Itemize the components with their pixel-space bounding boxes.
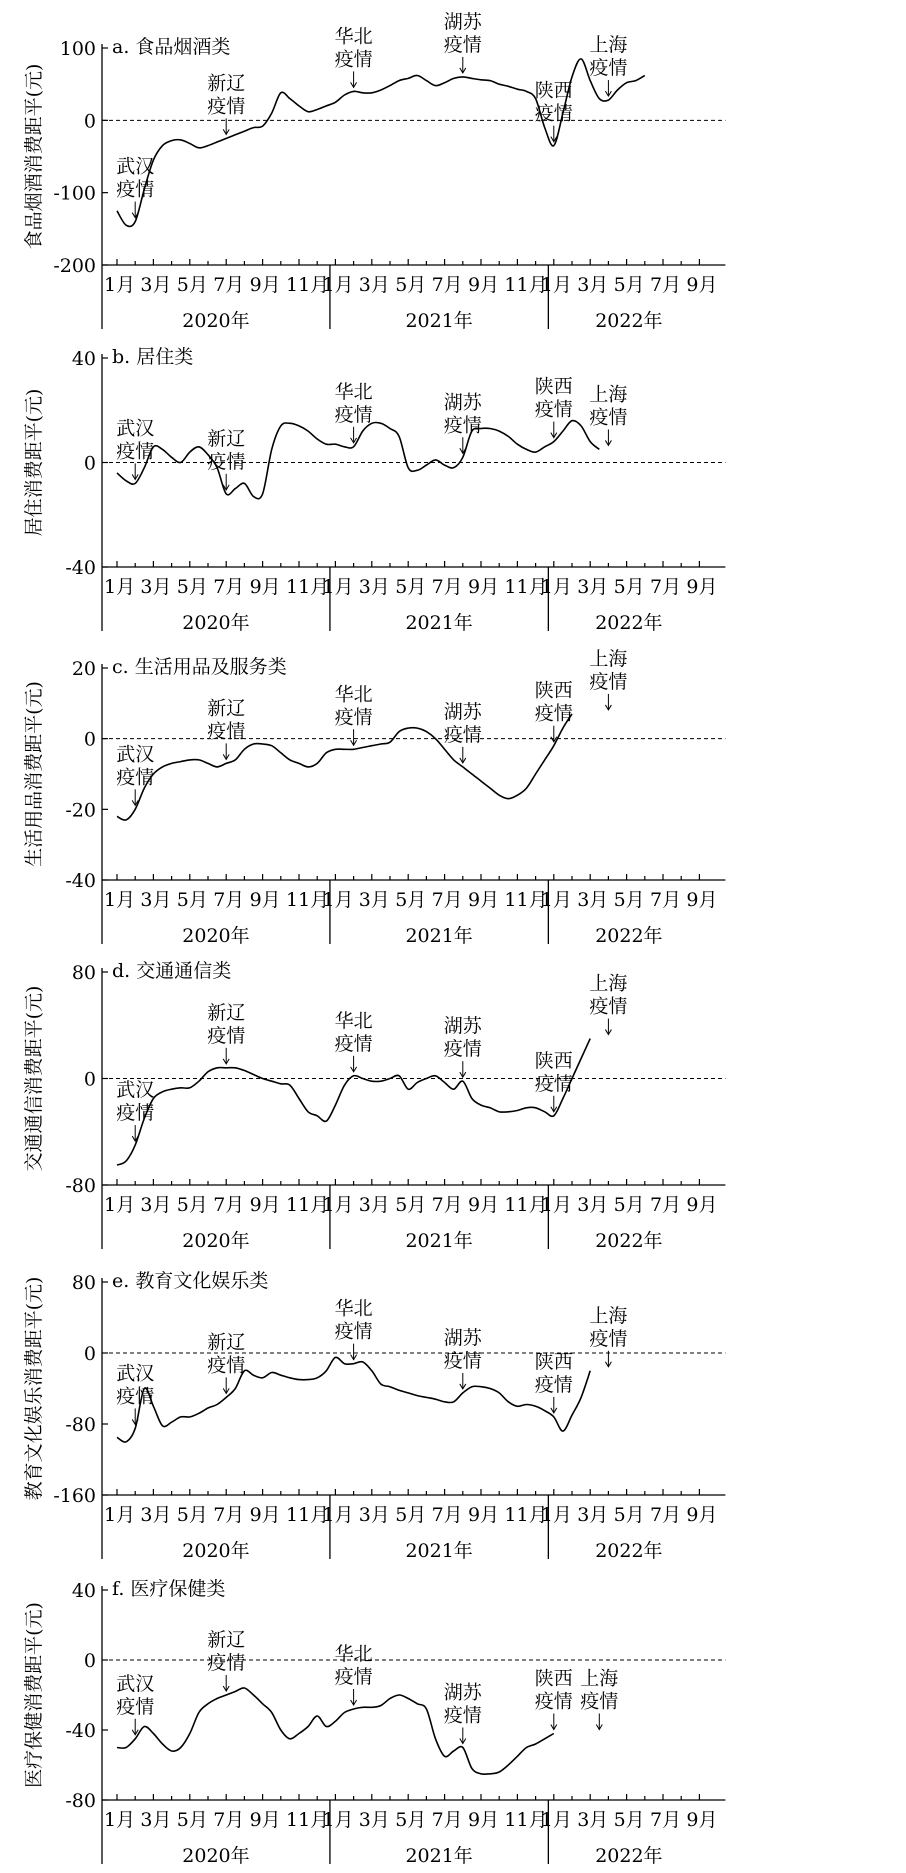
year-label: 2022年 — [595, 612, 663, 634]
y-tick-label: 0 — [83, 452, 96, 475]
x-tick-label: 7月 — [431, 274, 463, 296]
x-tick-label: 9月 — [686, 889, 718, 911]
annotation-line-2: 疫情 — [116, 1695, 155, 1718]
annotation-line-2: 疫情 — [443, 1038, 482, 1061]
annotation-line-1: 新辽 — [207, 427, 246, 450]
annotation-line-1: 新辽 — [207, 72, 246, 95]
x-tick-label: 3月 — [358, 1809, 390, 1831]
annotation-line-2: 疫情 — [116, 1385, 155, 1408]
annotation-line-1: 新辽 — [207, 1001, 246, 1024]
y-tick-label: -160 — [53, 1485, 96, 1507]
annotation-line-1: 陕西 — [534, 79, 573, 102]
x-tick-label: 7月 — [431, 1194, 463, 1216]
x-tick-label: 1月 — [322, 1809, 354, 1831]
year-label: 2022年 — [595, 1230, 663, 1252]
y-tick-label: -40 — [65, 870, 96, 892]
x-tick-label: 3月 — [140, 889, 172, 911]
event-annotation — [116, 1079, 154, 1141]
x-tick-label: 5月 — [613, 274, 645, 296]
panel-title: c. 生活用品及服务类 — [112, 656, 287, 678]
x-tick-label: 11月 — [286, 1809, 330, 1831]
y-tick-label: -40 — [65, 1720, 96, 1742]
event-annotation — [207, 697, 245, 759]
year-label: 2022年 — [595, 310, 663, 332]
x-tick-label: 7月 — [213, 1809, 245, 1831]
event-annotation — [207, 1002, 245, 1064]
x-tick-label: 1月 — [322, 1194, 354, 1216]
event-annotation — [335, 1298, 373, 1360]
annotation-line-1: 武汉 — [116, 155, 155, 178]
x-tick-label: 5月 — [176, 1504, 208, 1526]
annotation-line-2: 疫情 — [334, 403, 373, 426]
x-tick-label: 5月 — [395, 1809, 427, 1831]
year-label: 2021年 — [405, 1230, 473, 1252]
event-annotation — [207, 1629, 245, 1691]
annotation-line-1: 上海 — [589, 972, 628, 995]
event-annotation — [535, 1668, 573, 1730]
x-tick-label: 11月 — [504, 1194, 548, 1216]
x-tick-label: 11月 — [504, 274, 548, 296]
event-annotation — [116, 743, 154, 805]
annotation-line-2: 疫情 — [334, 1320, 373, 1343]
annotation-line-1: 武汉 — [116, 743, 155, 766]
x-tick-label: 1月 — [104, 1194, 136, 1216]
annotation-line-2: 疫情 — [207, 450, 246, 473]
y-tick-label: 0 — [83, 110, 96, 133]
event-annotation — [535, 376, 573, 438]
annotation-line-2: 疫情 — [534, 702, 573, 725]
annotation-line-2: 疫情 — [443, 414, 482, 437]
annotation-line-1: 武汉 — [116, 1362, 155, 1385]
annotation-line-2: 疫情 — [589, 1327, 628, 1350]
y-tick-label: -20 — [65, 799, 96, 822]
x-tick-label: 7月 — [431, 1504, 463, 1526]
y-tick-label: 20 — [71, 658, 96, 680]
year-label: 2022年 — [595, 925, 663, 947]
x-tick-label: 3月 — [577, 274, 609, 296]
y-tick-label: 80 — [71, 1272, 96, 1294]
event-annotation — [335, 1010, 373, 1072]
y-tick-label: 40 — [71, 348, 96, 370]
year-label: 2021年 — [405, 1540, 473, 1562]
annotation-line-2: 疫情 — [534, 1072, 573, 1095]
x-tick-label: 11月 — [286, 1504, 330, 1526]
y-tick-label: -100 — [53, 182, 96, 205]
annotation-line-1: 新辽 — [207, 1629, 246, 1651]
x-tick-label: 5月 — [395, 889, 427, 911]
chart-panel-b — [23, 346, 725, 634]
chart-panel-e — [23, 1270, 725, 1562]
x-tick-label: 5月 — [176, 1194, 208, 1216]
annotation-line-2: 疫情 — [334, 706, 373, 729]
annotation-line-2: 疫情 — [589, 670, 628, 693]
x-tick-label: 7月 — [213, 1504, 245, 1526]
event-annotation — [444, 391, 483, 453]
annotation-line-2: 疫情 — [534, 1373, 573, 1396]
x-tick-label: 7月 — [213, 1194, 245, 1216]
x-tick-label: 1月 — [540, 889, 572, 911]
annotation-line-2: 疫情 — [207, 95, 246, 118]
annotation-line-1: 陕西 — [534, 1350, 573, 1373]
x-tick-label: 11月 — [286, 889, 330, 911]
annotation-line-1: 武汉 — [116, 1079, 155, 1102]
annotation-line-1: 武汉 — [116, 1672, 155, 1695]
panel-title: b. 居住类 — [112, 346, 194, 368]
x-tick-label: 3月 — [577, 889, 609, 911]
x-tick-label: 1月 — [540, 274, 572, 296]
annotation-line-2: 疫情 — [334, 48, 373, 71]
x-tick-label: 9月 — [468, 1504, 500, 1526]
annotation-line-2: 疫情 — [116, 766, 155, 789]
x-tick-label: 11月 — [504, 1504, 548, 1526]
x-tick-label: 5月 — [613, 576, 645, 598]
panel-title: d. 交通通信类 — [112, 960, 232, 982]
panel-title: f. 医疗保健类 — [112, 1578, 226, 1600]
event-annotation — [116, 1673, 154, 1735]
x-tick-label: 7月 — [431, 1809, 463, 1831]
annotation-line-1: 上海 — [589, 383, 628, 406]
x-tick-label: 3月 — [358, 889, 390, 911]
x-tick-label: 1月 — [322, 274, 354, 296]
event-annotation — [589, 383, 627, 445]
event-annotation — [444, 1015, 483, 1077]
y-tick-label: 0 — [83, 1650, 96, 1672]
annotation-line-1: 武汉 — [116, 417, 155, 440]
event-annotation — [335, 1643, 373, 1705]
y-axis-label: 生活用品消费距平(元) — [23, 681, 45, 867]
x-tick-label: 3月 — [577, 1809, 609, 1831]
x-tick-label: 7月 — [650, 1809, 682, 1831]
x-tick-label: 9月 — [686, 576, 718, 598]
x-tick-label: 5月 — [395, 576, 427, 598]
event-annotation — [207, 428, 245, 490]
x-tick-label: 7月 — [431, 889, 463, 911]
year-label: 2020年 — [182, 612, 250, 634]
annotation-line-2: 疫情 — [589, 406, 628, 429]
x-tick-label: 11月 — [286, 274, 330, 296]
event-annotation — [444, 1327, 483, 1389]
x-tick-label: 1月 — [322, 889, 354, 911]
chart-panel-c — [23, 648, 725, 947]
annotation-line-2: 疫情 — [116, 1102, 155, 1125]
x-tick-label: 9月 — [249, 1504, 281, 1526]
y-tick-label: 0 — [83, 728, 96, 751]
chart-panel-a — [23, 11, 725, 332]
x-tick-label: 5月 — [176, 274, 208, 296]
annotation-line-1: 湖苏 — [443, 700, 482, 723]
x-tick-label: 11月 — [286, 576, 330, 598]
event-annotation — [116, 1362, 154, 1424]
annotation-line-1: 上海 — [589, 34, 628, 57]
x-tick-label: 1月 — [540, 1504, 572, 1526]
series-line — [117, 421, 599, 499]
x-tick-label: 3月 — [140, 274, 172, 296]
annotation-line-1: 陕西 — [534, 1049, 573, 1072]
x-tick-label: 3月 — [577, 1504, 609, 1526]
annotation-line-2: 疫情 — [443, 33, 482, 56]
x-tick-label: 1月 — [104, 1809, 136, 1831]
chart-panel-d — [23, 960, 725, 1252]
event-annotation — [335, 683, 373, 745]
chart-panel-f — [23, 1578, 725, 1867]
x-tick-label: 9月 — [468, 889, 500, 911]
y-tick-label: 0 — [83, 1343, 96, 1365]
series-line — [117, 1357, 590, 1442]
event-annotation — [535, 1351, 573, 1413]
x-tick-label: 9月 — [468, 576, 500, 598]
year-label: 2020年 — [182, 1540, 250, 1562]
x-tick-label: 7月 — [431, 576, 463, 598]
annotation-line-2: 疫情 — [116, 440, 155, 463]
x-tick-label: 7月 — [213, 889, 245, 911]
x-tick-label: 9月 — [249, 1194, 281, 1216]
x-tick-label: 11月 — [504, 889, 548, 911]
event-annotation — [207, 1331, 245, 1393]
x-tick-label: 9月 — [468, 1194, 500, 1216]
annotation-line-1: 华北 — [334, 1297, 373, 1320]
x-tick-label: 5月 — [176, 576, 208, 598]
event-annotation — [207, 72, 245, 134]
annotation-line-2: 疫情 — [207, 1354, 246, 1377]
annotation-line-2: 疫情 — [589, 57, 628, 80]
x-tick-label: 3月 — [577, 576, 609, 598]
x-tick-label: 9月 — [686, 274, 718, 296]
x-tick-label: 5月 — [613, 889, 645, 911]
x-tick-label: 5月 — [395, 1504, 427, 1526]
year-label: 2022年 — [595, 1540, 663, 1562]
panel-title: a. 食品烟酒类 — [112, 36, 231, 58]
x-tick-label: 1月 — [540, 1194, 572, 1216]
year-label: 2022年 — [595, 1845, 663, 1867]
year-label: 2020年 — [182, 1230, 250, 1252]
x-tick-label: 9月 — [249, 274, 281, 296]
x-tick-label: 1月 — [540, 576, 572, 598]
x-tick-label: 3月 — [140, 1194, 172, 1216]
x-tick-label: 3月 — [140, 1504, 172, 1526]
x-tick-label: 1月 — [104, 274, 136, 296]
x-tick-label: 1月 — [104, 889, 136, 911]
x-tick-label: 11月 — [286, 1194, 330, 1216]
annotation-line-1: 湖苏 — [443, 10, 482, 33]
y-tick-label: -80 — [65, 1414, 96, 1436]
event-annotation — [335, 25, 373, 87]
event-annotation — [589, 1305, 627, 1367]
event-annotation — [116, 156, 154, 218]
x-tick-label: 5月 — [613, 1504, 645, 1526]
annotation-line-2: 疫情 — [534, 102, 573, 125]
x-tick-label: 1月 — [540, 1809, 572, 1831]
annotation-line-1: 新辽 — [207, 1331, 246, 1354]
series-line — [117, 714, 572, 820]
y-tick-label: 0 — [83, 1068, 96, 1091]
x-tick-label: 1月 — [104, 576, 136, 598]
x-tick-label: 9月 — [249, 1809, 281, 1831]
year-label: 2020年 — [182, 1845, 250, 1867]
x-tick-label: 9月 — [686, 1809, 718, 1831]
y-tick-label: 40 — [71, 1580, 96, 1602]
annotation-line-2: 疫情 — [589, 995, 628, 1018]
event-annotation — [535, 680, 573, 742]
annotation-line-2: 疫情 — [334, 1666, 373, 1688]
annotation-line-1: 湖苏 — [443, 1015, 482, 1038]
x-tick-label: 11月 — [504, 1809, 548, 1831]
annotation-line-1: 华北 — [334, 25, 373, 48]
x-tick-label: 1月 — [322, 576, 354, 598]
annotation-line-1: 上海 — [580, 1667, 619, 1690]
annotation-line-1: 华北 — [334, 1009, 373, 1032]
y-tick-label: 100 — [59, 38, 96, 60]
y-tick-label: -80 — [65, 1175, 96, 1197]
year-label: 2020年 — [182, 310, 250, 332]
annotation-line-1: 湖苏 — [443, 391, 482, 414]
x-tick-label: 7月 — [213, 576, 245, 598]
x-tick-label: 7月 — [650, 576, 682, 598]
x-tick-label: 9月 — [249, 889, 281, 911]
year-label: 2020年 — [182, 925, 250, 947]
annotation-line-1: 上海 — [589, 1304, 628, 1327]
annotation-line-1: 陕西 — [534, 1667, 573, 1690]
y-axis-label: 食品烟酒消费距平(元) — [23, 63, 45, 250]
annotation-line-1: 华北 — [334, 683, 373, 706]
y-tick-label: -200 — [53, 255, 96, 277]
y-tick-label: -40 — [65, 557, 96, 579]
x-tick-label: 5月 — [613, 1809, 645, 1831]
annotation-line-1: 上海 — [589, 647, 628, 670]
x-tick-label: 3月 — [358, 576, 390, 598]
annotation-line-2: 疫情 — [534, 1690, 573, 1713]
annotation-line-1: 陕西 — [534, 679, 573, 702]
annotation-line-2: 疫情 — [207, 1024, 246, 1047]
x-tick-label: 9月 — [686, 1504, 718, 1526]
x-tick-label: 3月 — [577, 1194, 609, 1216]
annotation-line-2: 疫情 — [534, 398, 573, 421]
x-tick-label: 7月 — [650, 1194, 682, 1216]
x-tick-label: 5月 — [176, 1809, 208, 1831]
year-label: 2021年 — [405, 612, 473, 634]
x-tick-label: 5月 — [176, 889, 208, 911]
event-annotation — [444, 11, 483, 73]
x-tick-label: 3月 — [358, 1504, 390, 1526]
x-tick-label: 5月 — [395, 274, 427, 296]
y-axis-label: 交通通信消费距平(元) — [23, 985, 45, 1172]
annotation-line-2: 疫情 — [116, 178, 155, 201]
x-tick-label: 5月 — [613, 1194, 645, 1216]
annotation-line-1: 华北 — [334, 1643, 373, 1665]
year-label: 2021年 — [405, 1845, 473, 1867]
x-tick-label: 1月 — [104, 1504, 136, 1526]
y-axis-label: 医疗保健消费距平(元) — [23, 1602, 45, 1788]
annotation-line-2: 疫情 — [207, 1652, 246, 1674]
event-annotation — [444, 701, 483, 763]
series-line — [117, 1688, 554, 1774]
event-annotation — [335, 381, 373, 443]
annotation-line-1: 陕西 — [534, 375, 573, 398]
y-axis-label: 教育文化娱乐消费距平(元) — [23, 1276, 45, 1501]
event-annotation — [589, 648, 627, 710]
x-tick-label: 11月 — [504, 576, 548, 598]
x-tick-label: 9月 — [249, 576, 281, 598]
x-tick-label: 5月 — [395, 1194, 427, 1216]
year-label: 2021年 — [405, 925, 473, 947]
x-tick-label: 7月 — [650, 274, 682, 296]
x-tick-label: 7月 — [213, 274, 245, 296]
annotation-line-1: 新辽 — [207, 697, 246, 720]
annotation-line-2: 疫情 — [443, 723, 482, 746]
event-annotation — [580, 1668, 618, 1730]
x-tick-label: 3月 — [358, 274, 390, 296]
annotation-line-1: 湖苏 — [443, 1326, 482, 1349]
event-annotation — [444, 1682, 483, 1744]
x-tick-label: 3月 — [140, 1809, 172, 1831]
event-annotation — [116, 417, 154, 479]
x-tick-label: 7月 — [650, 889, 682, 911]
x-tick-label: 1月 — [322, 1504, 354, 1526]
y-tick-label: 80 — [71, 962, 96, 984]
x-tick-label: 7月 — [650, 1504, 682, 1526]
y-tick-label: -80 — [65, 1790, 96, 1812]
annotation-line-2: 疫情 — [580, 1690, 619, 1713]
x-tick-label: 3月 — [140, 576, 172, 598]
annotation-line-2: 疫情 — [443, 1704, 482, 1727]
annotation-line-2: 疫情 — [443, 1349, 482, 1372]
x-tick-label: 9月 — [468, 1809, 500, 1831]
event-annotation — [535, 80, 573, 142]
year-label: 2021年 — [405, 310, 473, 332]
panel-title: e. 教育文化娱乐类 — [112, 1270, 269, 1292]
annotation-line-2: 疫情 — [207, 720, 246, 743]
x-tick-label: 9月 — [686, 1194, 718, 1216]
x-tick-label: 9月 — [468, 274, 500, 296]
x-tick-label: 3月 — [358, 1194, 390, 1216]
annotation-line-1: 华北 — [334, 380, 373, 403]
annotation-line-2: 疫情 — [334, 1032, 373, 1055]
event-annotation — [589, 973, 627, 1035]
event-annotation — [535, 1050, 573, 1112]
annotation-line-1: 湖苏 — [443, 1681, 482, 1704]
y-axis-label: 居住消费距平(元) — [23, 388, 45, 537]
